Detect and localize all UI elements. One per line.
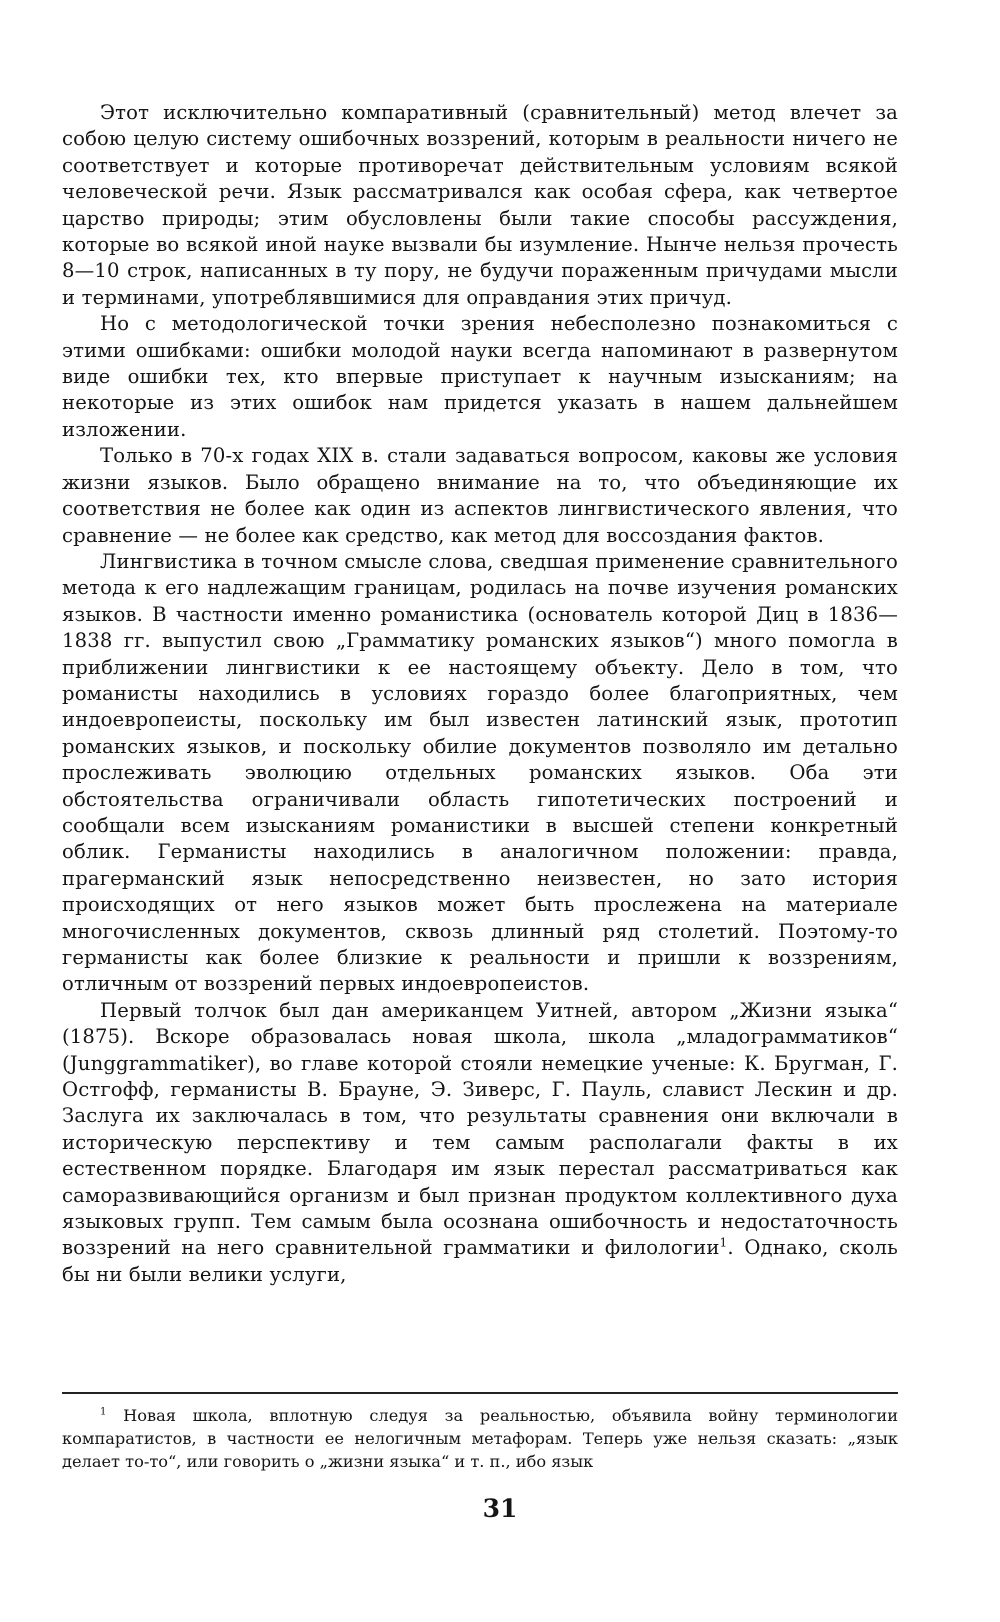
footnote bbox=[62, 1404, 898, 1473]
paragraph: Только в 70-х годах XIX в. стали задаваться вопросом, каковы же условия жизни языков. Было обращено внимание на то, что объединяющие их соответствия не более как один из аспектов лингвистического явления, что сравнение — не более как средство, как метод для воссоздания фактов. bbox=[62, 444, 898, 547]
paragraph-with-footnote-ref bbox=[62, 998, 898, 1288]
footnote-marker: 1 bbox=[100, 1406, 107, 1418]
paragraph: Этот исключительно компаративный (сравнительный) метод влечет за собою целую систему ошибочных воззрений, которым в реальности ничего не соответствует и которые противоречат действительным условиям всякой человеческой речи. Язык рассматривался как особая сфера, как четвертое царство природы; этим обусловлены были такие способы рассуждения, которые во всякой иной науке вызвали бы изумление. Нынче нельзя прочесть 8—10 строк, написанных в ту пору, не будучи пораженным причудами мысли и терминами, употреблявшимися для оправдания этих причуд. bbox=[62, 101, 898, 309]
page-number: 31 bbox=[482, 1494, 518, 1523]
main-text bbox=[62, 100, 898, 1288]
paragraph: Лингвистика в точном смысле слова, сведшая применение сравнительного метода к его надлежащим границам, родилась на почве изучения романских языков. В частности именно романистика (основатель которой Диц в 1836—1838 гг. выпустил свою „Грамматику романских языков“) много помогла в приближении лингвистики к ее настоящему объекту. Дело в том, что романисты находились в условиях гораздо более благоприятных, чем индоевропеисты, поскольку им был известен латинский язык, прототип романских языков, и поскольку обилие документов позволяло им детально прослеживать эволюцию отдельных романских языков. Оба эти обстоятельства ограничивали область гипотетических построений и сообщали всем изысканиям романистики в высшей степени конкретный облик. Германисты находились в аналогичном положении: правда, прагерманский язык непосредственно неизвестен, но зато история происходящих от него языков может быть прослежена на материале многочисленных документов, сквозь длинный ряд столетий. Поэтому-то германисты как более близкие к реальности и пришли к воззрениям, отличным от воззрений первых индоевропеистов. bbox=[62, 549, 898, 996]
footnote-divider bbox=[62, 1392, 898, 1394]
footnote-text: Новая школа, вплотную следуя за реальностью, объявила войну терминологии компаратистов, в частности ее нелогичным метафорам. Теперь уже нельзя сказать: „язык делает то-то“, или говорить о „жизни языка“ и т. п., ибо язык bbox=[62, 1406, 898, 1471]
paragraph-tail: . Однако, сколь бы ни были велики услуги, bbox=[62, 1236, 898, 1286]
paragraph: Но с методологической точки зрения небесполезно познакомиться с этими ошибками: ошибки молодой науки всегда напоминают в развернутом виде ошибки тех, кто впервые приступает к научным изысканиям; на некоторые из этих ошибок нам придется указать в нашем дальнейшем изложении. bbox=[62, 312, 898, 441]
footnote-reference[interactable]: 1 bbox=[719, 1235, 728, 1250]
paragraph-text: Первый толчок был дан американцем Уитней, автором „Жизни языка“ (1875). Вскоре образовалась новая школа, школа „младограмматиков“ (Junggrammatiker), во главе которой стояли немецкие ученые: К. Бругман, Г. Остгофф, германисты В. Брауне, Э. Зиверс, Г. Пауль, славист Лескин и др. Заслуга их заключалась в том, что результаты сравнения они включали в историческую перспективу и тем самым располагали факты в их естественном порядке. Благодаря им язык перестал рассматриваться как саморазвивающийся организм и был признан продуктом коллективного духа языковых групп. Тем самым была осознана ошибочность и недостаточность воззрений на него сравнительной грамматики и филологии bbox=[62, 998, 898, 1260]
